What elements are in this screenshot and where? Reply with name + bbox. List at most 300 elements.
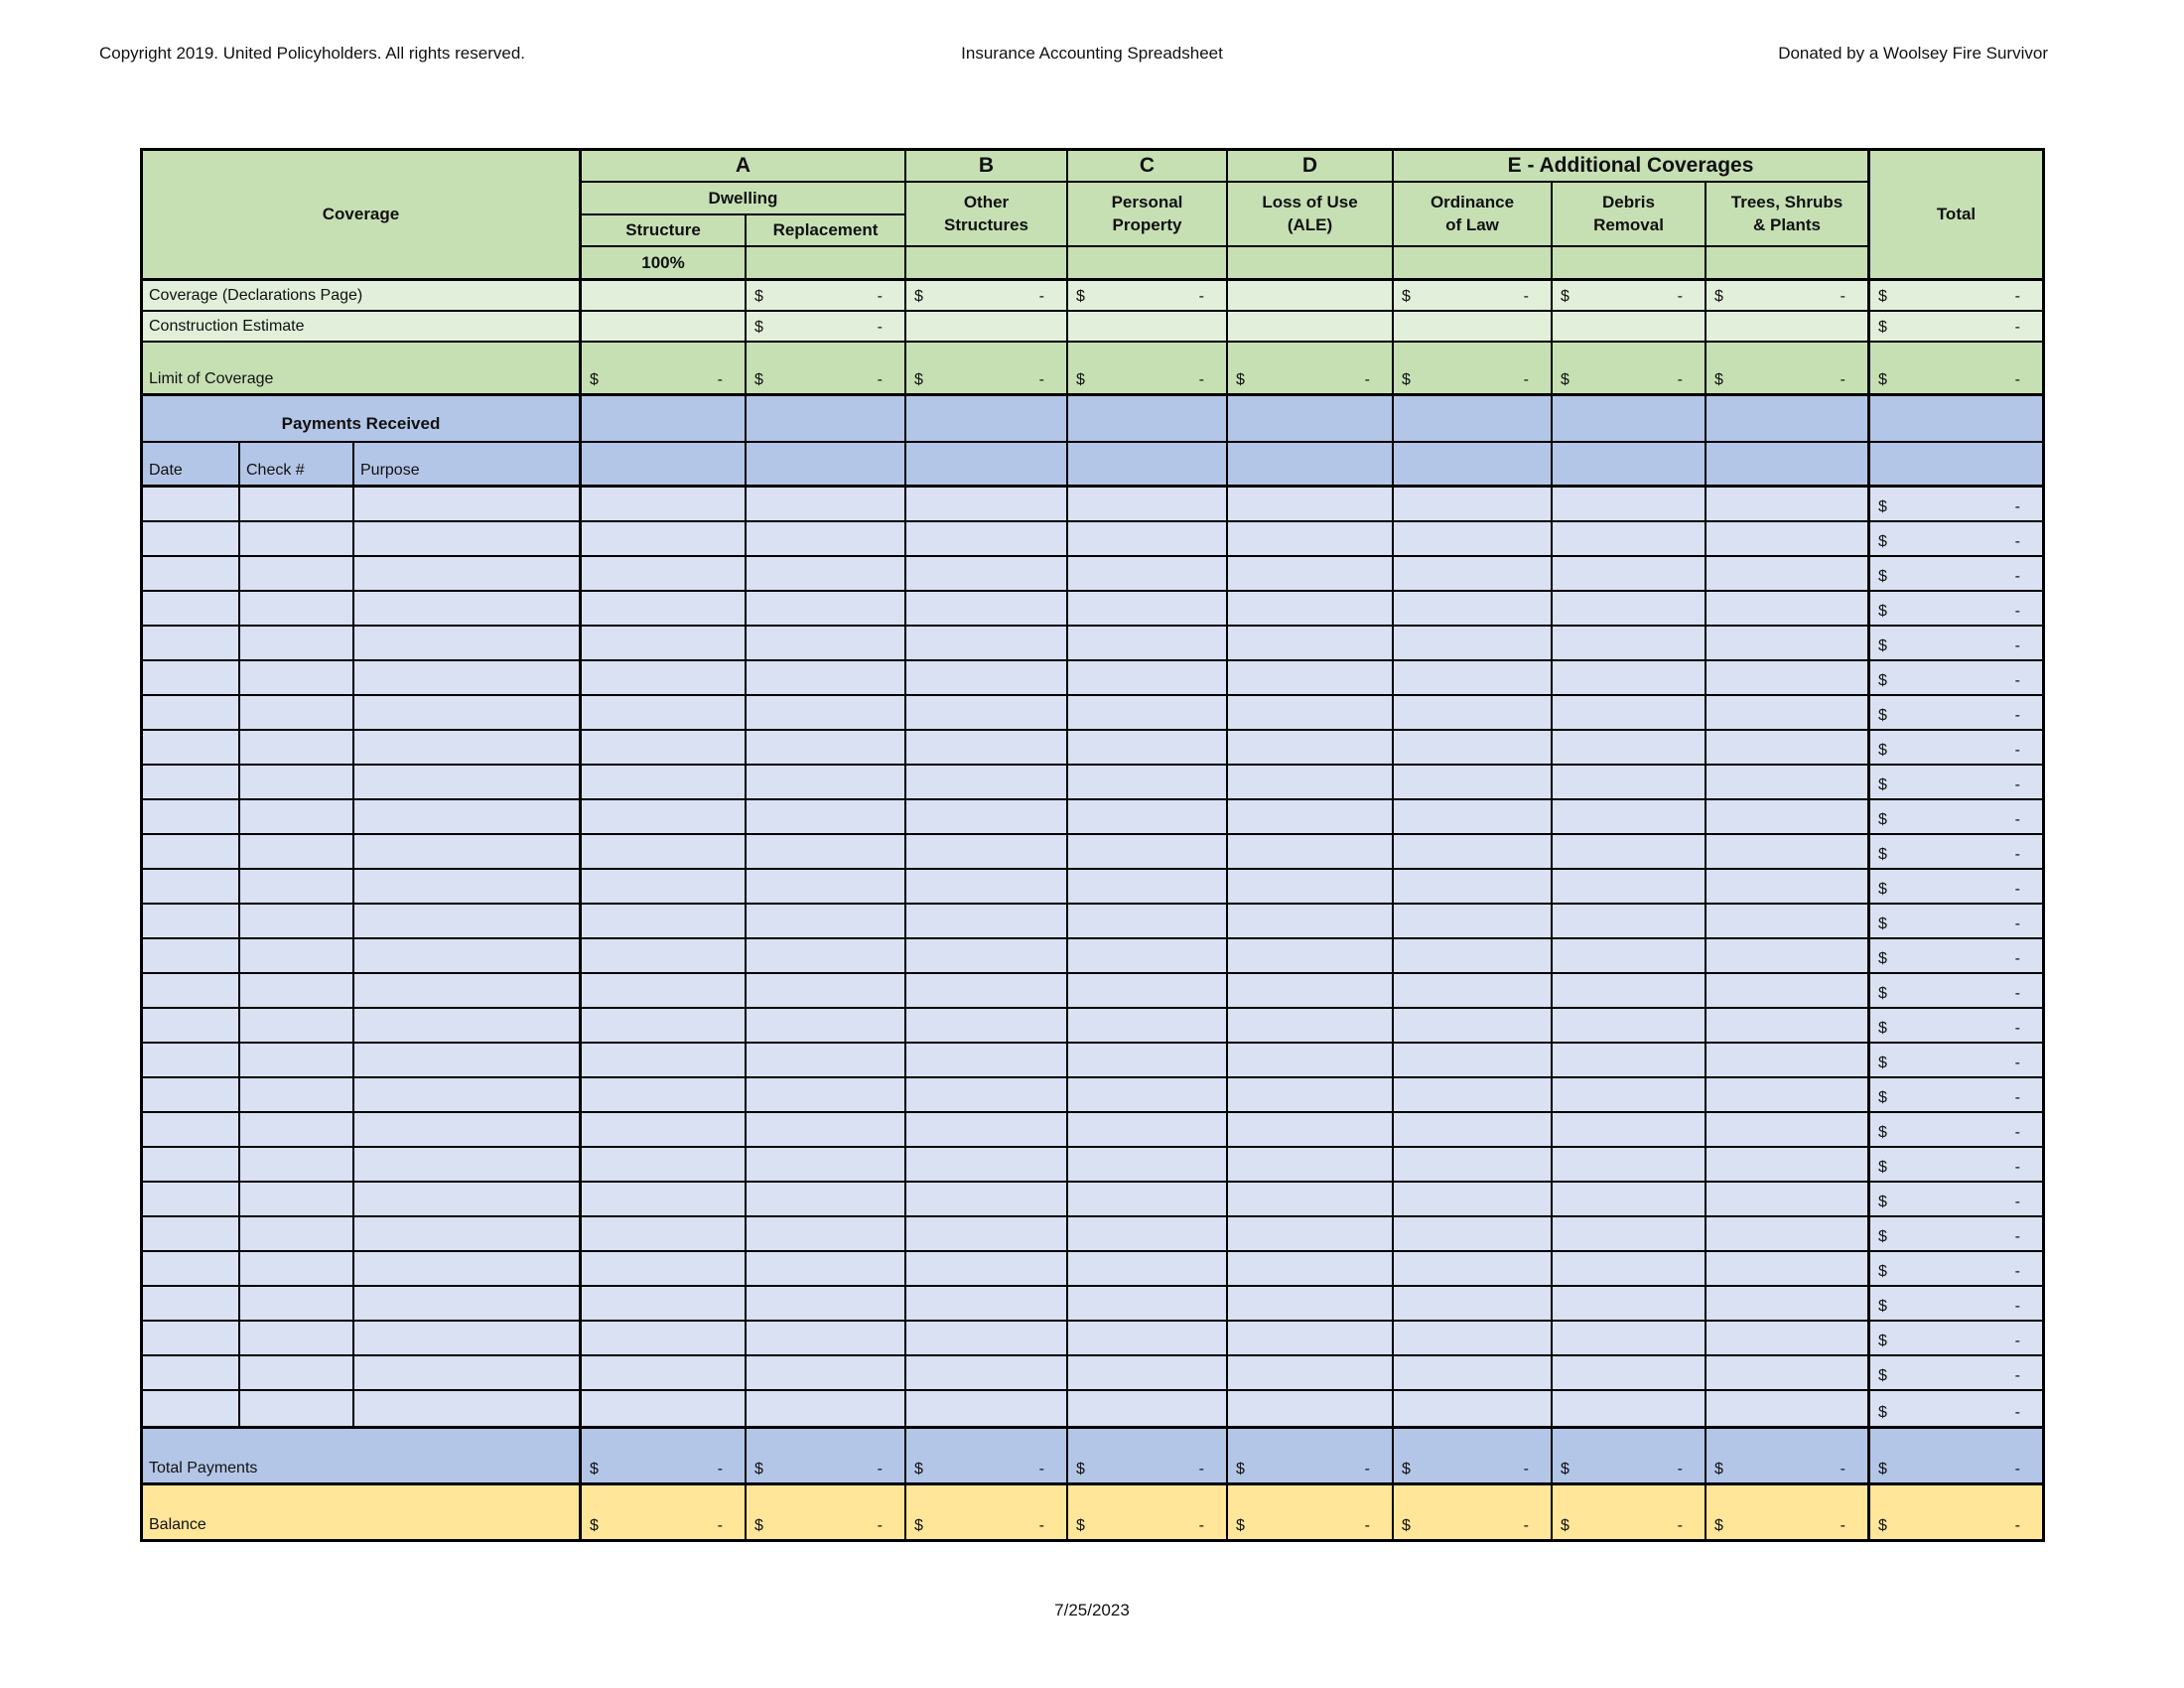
empty-amount-cell[interactable] — [582, 281, 747, 312]
check-number-entry-cell[interactable] — [240, 800, 354, 835]
amount-entry-cell[interactable] — [1228, 835, 1394, 870]
amount-entry-cell[interactable] — [582, 557, 747, 592]
purpose-entry-cell[interactable] — [354, 557, 582, 592]
empty-amount-cell[interactable] — [1394, 312, 1553, 343]
date-entry-cell[interactable] — [143, 731, 240, 766]
amount-entry-cell[interactable] — [1068, 766, 1228, 800]
amount-entry-cell[interactable] — [747, 870, 906, 905]
check-number-entry-cell[interactable] — [240, 1217, 354, 1252]
check-number-entry-cell[interactable] — [240, 522, 354, 557]
amount-cell[interactable] — [1553, 281, 1706, 312]
amount-entry-cell[interactable] — [747, 731, 906, 766]
amount-entry-cell[interactable] — [906, 800, 1068, 835]
amount-entry-cell[interactable] — [1706, 488, 1870, 522]
empty-amount-cell[interactable] — [1553, 312, 1706, 343]
amount-entry-cell[interactable] — [1228, 1009, 1394, 1044]
purpose-entry-cell[interactable] — [354, 488, 582, 522]
amount-entry-cell[interactable] — [1706, 1078, 1870, 1113]
amount-entry-cell[interactable] — [1068, 1183, 1228, 1217]
amount-entry-cell[interactable] — [582, 1183, 747, 1217]
amount-entry-cell[interactable] — [1228, 661, 1394, 696]
amount-entry-cell[interactable] — [906, 1287, 1068, 1322]
amount-cell[interactable] — [1068, 281, 1228, 312]
amount-entry-cell[interactable] — [1553, 1287, 1706, 1322]
amount-entry-cell[interactable] — [747, 835, 906, 870]
amount-entry-cell[interactable] — [1706, 1217, 1870, 1252]
date-entry-cell[interactable] — [143, 522, 240, 557]
empty-amount-cell[interactable] — [1394, 396, 1553, 443]
amount-entry-cell[interactable] — [1068, 488, 1228, 522]
amount-entry-cell[interactable] — [906, 1044, 1068, 1078]
amount-entry-cell[interactable] — [1706, 800, 1870, 835]
amount-entry-cell[interactable] — [747, 1391, 906, 1426]
amount-entry-cell[interactable] — [1553, 1322, 1706, 1356]
date-entry-cell[interactable] — [143, 1287, 240, 1322]
amount-entry-cell[interactable] — [1394, 1252, 1553, 1287]
amount-entry-cell[interactable] — [582, 1356, 747, 1391]
amount-entry-cell[interactable] — [1228, 1252, 1394, 1287]
purpose-entry-cell[interactable] — [354, 1217, 582, 1252]
amount-entry-cell[interactable] — [1228, 939, 1394, 974]
amount-entry-cell[interactable] — [582, 870, 747, 905]
empty-amount-cell[interactable] — [747, 443, 906, 485]
purpose-entry-cell[interactable] — [354, 905, 582, 939]
amount-entry-cell[interactable] — [582, 731, 747, 766]
check-number-entry-cell[interactable] — [240, 1183, 354, 1217]
amount-entry-cell[interactable] — [906, 870, 1068, 905]
amount-entry-cell[interactable] — [1394, 731, 1553, 766]
purpose-entry-cell[interactable] — [354, 1044, 582, 1078]
amount-entry-cell[interactable] — [906, 488, 1068, 522]
check-number-entry-cell[interactable] — [240, 766, 354, 800]
amount-entry-cell[interactable] — [582, 1044, 747, 1078]
amount-entry-cell[interactable] — [906, 974, 1068, 1009]
amount-entry-cell[interactable] — [1228, 1391, 1394, 1426]
amount-entry-cell[interactable] — [747, 1113, 906, 1148]
amount-entry-cell[interactable] — [1553, 488, 1706, 522]
check-number-entry-cell[interactable] — [240, 939, 354, 974]
amount-entry-cell[interactable] — [1706, 905, 1870, 939]
empty-amount-cell[interactable] — [1706, 443, 1870, 485]
amount-entry-cell[interactable] — [1394, 1356, 1553, 1391]
amount-entry-cell[interactable] — [1394, 522, 1553, 557]
amount-entry-cell[interactable] — [1706, 522, 1870, 557]
amount-entry-cell[interactable] — [747, 1078, 906, 1113]
amount-entry-cell[interactable] — [1068, 870, 1228, 905]
empty-amount-cell[interactable] — [1228, 396, 1394, 443]
amount-entry-cell[interactable] — [1394, 1009, 1553, 1044]
amount-entry-cell[interactable] — [1068, 1009, 1228, 1044]
amount-entry-cell[interactable] — [1394, 766, 1553, 800]
amount-entry-cell[interactable] — [906, 1252, 1068, 1287]
check-number-entry-cell[interactable] — [240, 731, 354, 766]
amount-entry-cell[interactable] — [1068, 1356, 1228, 1391]
amount-cell[interactable] — [582, 343, 747, 393]
amount-cell[interactable] — [1068, 343, 1228, 393]
amount-entry-cell[interactable] — [582, 800, 747, 835]
amount-entry-cell[interactable] — [1228, 870, 1394, 905]
date-entry-cell[interactable] — [143, 939, 240, 974]
purpose-entry-cell[interactable] — [354, 766, 582, 800]
date-entry-cell[interactable] — [143, 488, 240, 522]
amount-entry-cell[interactable] — [1394, 1113, 1553, 1148]
amount-entry-cell[interactable] — [1553, 592, 1706, 627]
amount-entry-cell[interactable] — [1068, 1322, 1228, 1356]
check-number-entry-cell[interactable] — [240, 1287, 354, 1322]
amount-entry-cell[interactable] — [1706, 939, 1870, 974]
date-entry-cell[interactable] — [143, 1217, 240, 1252]
purpose-entry-cell[interactable] — [354, 1322, 582, 1356]
amount-entry-cell[interactable] — [1228, 696, 1394, 731]
amount-cell[interactable] — [747, 281, 906, 312]
amount-cell[interactable] — [1870, 343, 2042, 393]
amount-entry-cell[interactable] — [747, 1356, 906, 1391]
empty-amount-cell[interactable] — [1706, 312, 1870, 343]
amount-entry-cell[interactable] — [906, 731, 1068, 766]
purpose-entry-cell[interactable] — [354, 1078, 582, 1113]
amount-entry-cell[interactable] — [747, 939, 906, 974]
amount-entry-cell[interactable] — [1394, 1322, 1553, 1356]
empty-amount-cell[interactable] — [1394, 443, 1553, 485]
empty-amount-cell[interactable] — [1068, 396, 1228, 443]
amount-entry-cell[interactable] — [1394, 1287, 1553, 1322]
amount-entry-cell[interactable] — [582, 1391, 747, 1426]
amount-entry-cell[interactable] — [1706, 1356, 1870, 1391]
amount-entry-cell[interactable] — [747, 766, 906, 800]
amount-entry-cell[interactable] — [1228, 1217, 1394, 1252]
amount-entry-cell[interactable] — [1553, 522, 1706, 557]
amount-entry-cell[interactable] — [1394, 488, 1553, 522]
date-entry-cell[interactable] — [143, 1148, 240, 1183]
date-entry-cell[interactable] — [143, 1078, 240, 1113]
amount-entry-cell[interactable] — [1394, 800, 1553, 835]
amount-entry-cell[interactable] — [582, 1009, 747, 1044]
amount-entry-cell[interactable] — [906, 835, 1068, 870]
purpose-entry-cell[interactable] — [354, 1356, 582, 1391]
date-entry-cell[interactable] — [143, 661, 240, 696]
amount-entry-cell[interactable] — [747, 592, 906, 627]
amount-entry-cell[interactable] — [1228, 1322, 1394, 1356]
amount-entry-cell[interactable] — [582, 661, 747, 696]
date-entry-cell[interactable] — [143, 766, 240, 800]
empty-amount-cell[interactable] — [1706, 396, 1870, 443]
amount-entry-cell[interactable] — [906, 1148, 1068, 1183]
amount-entry-cell[interactable] — [906, 592, 1068, 627]
amount-entry-cell[interactable] — [906, 1217, 1068, 1252]
amount-entry-cell[interactable] — [1553, 731, 1706, 766]
check-number-entry-cell[interactable] — [240, 696, 354, 731]
purpose-entry-cell[interactable] — [354, 1183, 582, 1217]
amount-entry-cell[interactable] — [747, 1148, 906, 1183]
check-number-entry-cell[interactable] — [240, 1148, 354, 1183]
amount-entry-cell[interactable] — [747, 800, 906, 835]
amount-entry-cell[interactable] — [747, 488, 906, 522]
empty-amount-cell[interactable] — [1228, 443, 1394, 485]
amount-entry-cell[interactable] — [747, 1287, 906, 1322]
amount-entry-cell[interactable] — [1706, 1044, 1870, 1078]
amount-cell[interactable] — [1706, 343, 1870, 393]
amount-entry-cell[interactable] — [1394, 905, 1553, 939]
check-number-entry-cell[interactable] — [240, 835, 354, 870]
amount-entry-cell[interactable] — [1553, 1356, 1706, 1391]
date-entry-cell[interactable] — [143, 905, 240, 939]
check-number-entry-cell[interactable] — [240, 1113, 354, 1148]
amount-entry-cell[interactable] — [582, 1148, 747, 1183]
amount-entry-cell[interactable] — [582, 835, 747, 870]
amount-entry-cell[interactable] — [1553, 835, 1706, 870]
amount-entry-cell[interactable] — [1706, 731, 1870, 766]
amount-entry-cell[interactable] — [582, 766, 747, 800]
amount-entry-cell[interactable] — [1068, 835, 1228, 870]
check-number-entry-cell[interactable] — [240, 592, 354, 627]
amount-entry-cell[interactable] — [1068, 974, 1228, 1009]
amount-entry-cell[interactable] — [1394, 557, 1553, 592]
amount-entry-cell[interactable] — [1553, 939, 1706, 974]
amount-entry-cell[interactable] — [1228, 905, 1394, 939]
amount-entry-cell[interactable] — [1706, 557, 1870, 592]
amount-entry-cell[interactable] — [1068, 905, 1228, 939]
check-number-entry-cell[interactable] — [240, 905, 354, 939]
amount-entry-cell[interactable] — [1706, 661, 1870, 696]
check-number-entry-cell[interactable] — [240, 557, 354, 592]
date-entry-cell[interactable] — [143, 557, 240, 592]
amount-entry-cell[interactable] — [1706, 835, 1870, 870]
empty-amount-cell[interactable] — [1870, 443, 2042, 485]
amount-cell[interactable] — [1870, 281, 2042, 312]
empty-amount-cell[interactable] — [582, 312, 747, 343]
purpose-entry-cell[interactable] — [354, 800, 582, 835]
amount-entry-cell[interactable] — [1553, 974, 1706, 1009]
amount-entry-cell[interactable] — [1553, 800, 1706, 835]
amount-entry-cell[interactable] — [1228, 731, 1394, 766]
check-number-entry-cell[interactable] — [240, 1009, 354, 1044]
amount-cell[interactable] — [1228, 343, 1394, 393]
amount-entry-cell[interactable] — [1394, 1044, 1553, 1078]
amount-entry-cell[interactable] — [1228, 592, 1394, 627]
date-entry-cell[interactable] — [143, 1322, 240, 1356]
amount-entry-cell[interactable] — [747, 974, 906, 1009]
purpose-entry-cell[interactable] — [354, 1252, 582, 1287]
amount-entry-cell[interactable] — [747, 661, 906, 696]
amount-entry-cell[interactable] — [1553, 1252, 1706, 1287]
amount-entry-cell[interactable] — [1068, 627, 1228, 661]
amount-entry-cell[interactable] — [1553, 905, 1706, 939]
amount-entry-cell[interactable] — [747, 522, 906, 557]
amount-entry-cell[interactable] — [1553, 870, 1706, 905]
amount-entry-cell[interactable] — [1706, 696, 1870, 731]
amount-entry-cell[interactable] — [747, 557, 906, 592]
amount-entry-cell[interactable] — [1228, 488, 1394, 522]
check-number-entry-cell[interactable] — [240, 1078, 354, 1113]
amount-entry-cell[interactable] — [1553, 1183, 1706, 1217]
check-number-entry-cell[interactable] — [240, 974, 354, 1009]
purpose-entry-cell[interactable] — [354, 627, 582, 661]
amount-entry-cell[interactable] — [1394, 939, 1553, 974]
amount-entry-cell[interactable] — [906, 696, 1068, 731]
amount-entry-cell[interactable] — [1553, 1113, 1706, 1148]
amount-entry-cell[interactable] — [747, 1009, 906, 1044]
purpose-entry-cell[interactable] — [354, 592, 582, 627]
amount-entry-cell[interactable] — [1068, 1148, 1228, 1183]
empty-amount-cell[interactable] — [906, 396, 1068, 443]
amount-entry-cell[interactable] — [1394, 1217, 1553, 1252]
amount-cell[interactable] — [747, 312, 906, 343]
amount-entry-cell[interactable] — [1553, 1217, 1706, 1252]
amount-entry-cell[interactable] — [582, 1217, 747, 1252]
check-number-entry-cell[interactable] — [240, 870, 354, 905]
amount-entry-cell[interactable] — [582, 696, 747, 731]
purpose-entry-cell[interactable] — [354, 1391, 582, 1426]
amount-entry-cell[interactable] — [1228, 974, 1394, 1009]
check-number-entry-cell[interactable] — [240, 661, 354, 696]
amount-entry-cell[interactable] — [1553, 766, 1706, 800]
amount-entry-cell[interactable] — [1706, 1252, 1870, 1287]
amount-entry-cell[interactable] — [582, 939, 747, 974]
purpose-entry-cell[interactable] — [354, 1287, 582, 1322]
amount-entry-cell[interactable] — [1228, 557, 1394, 592]
date-entry-cell[interactable] — [143, 592, 240, 627]
amount-entry-cell[interactable] — [906, 1078, 1068, 1113]
amount-entry-cell[interactable] — [906, 1009, 1068, 1044]
amount-entry-cell[interactable] — [1228, 1148, 1394, 1183]
amount-entry-cell[interactable] — [1553, 1078, 1706, 1113]
amount-entry-cell[interactable] — [582, 974, 747, 1009]
amount-entry-cell[interactable] — [1068, 1287, 1228, 1322]
amount-entry-cell[interactable] — [1068, 592, 1228, 627]
date-entry-cell[interactable] — [143, 1252, 240, 1287]
purpose-entry-cell[interactable] — [354, 522, 582, 557]
amount-entry-cell[interactable] — [1706, 592, 1870, 627]
amount-cell[interactable] — [1706, 281, 1870, 312]
amount-entry-cell[interactable] — [906, 522, 1068, 557]
amount-entry-cell[interactable] — [1228, 766, 1394, 800]
amount-entry-cell[interactable] — [1068, 1113, 1228, 1148]
amount-entry-cell[interactable] — [747, 627, 906, 661]
amount-entry-cell[interactable] — [1706, 1322, 1870, 1356]
amount-entry-cell[interactable] — [906, 905, 1068, 939]
empty-amount-cell[interactable] — [582, 396, 747, 443]
amount-cell[interactable] — [1394, 281, 1553, 312]
amount-entry-cell[interactable] — [1228, 627, 1394, 661]
amount-entry-cell[interactable] — [1706, 1287, 1870, 1322]
amount-entry-cell[interactable] — [582, 592, 747, 627]
amount-entry-cell[interactable] — [1394, 1391, 1553, 1426]
amount-entry-cell[interactable] — [1068, 1217, 1228, 1252]
amount-entry-cell[interactable] — [1228, 1044, 1394, 1078]
amount-entry-cell[interactable] — [1706, 766, 1870, 800]
amount-entry-cell[interactable] — [1706, 627, 1870, 661]
purpose-entry-cell[interactable] — [354, 974, 582, 1009]
empty-amount-cell[interactable] — [582, 443, 747, 485]
amount-entry-cell[interactable] — [582, 905, 747, 939]
empty-amount-cell[interactable] — [1228, 281, 1394, 312]
empty-amount-cell[interactable] — [1068, 312, 1228, 343]
purpose-entry-cell[interactable] — [354, 696, 582, 731]
amount-entry-cell[interactable] — [1068, 522, 1228, 557]
amount-entry-cell[interactable] — [1706, 974, 1870, 1009]
date-entry-cell[interactable] — [143, 1009, 240, 1044]
amount-entry-cell[interactable] — [747, 1217, 906, 1252]
date-entry-cell[interactable] — [143, 627, 240, 661]
purpose-entry-cell[interactable] — [354, 870, 582, 905]
purpose-entry-cell[interactable] — [354, 939, 582, 974]
date-entry-cell[interactable] — [143, 1113, 240, 1148]
date-entry-cell[interactable] — [143, 1391, 240, 1426]
amount-entry-cell[interactable] — [1706, 870, 1870, 905]
check-number-entry-cell[interactable] — [240, 627, 354, 661]
empty-amount-cell[interactable] — [1228, 312, 1394, 343]
amount-entry-cell[interactable] — [1394, 661, 1553, 696]
amount-entry-cell[interactable] — [582, 1287, 747, 1322]
amount-entry-cell[interactable] — [906, 1356, 1068, 1391]
amount-entry-cell[interactable] — [906, 1322, 1068, 1356]
amount-entry-cell[interactable] — [1706, 1009, 1870, 1044]
amount-entry-cell[interactable] — [582, 522, 747, 557]
amount-entry-cell[interactable] — [582, 627, 747, 661]
amount-entry-cell[interactable] — [906, 627, 1068, 661]
date-entry-cell[interactable] — [143, 696, 240, 731]
amount-entry-cell[interactable] — [1394, 835, 1553, 870]
amount-entry-cell[interactable] — [1228, 1183, 1394, 1217]
amount-entry-cell[interactable] — [747, 696, 906, 731]
amount-entry-cell[interactable] — [1394, 870, 1553, 905]
amount-cell[interactable] — [1870, 312, 2042, 343]
date-entry-cell[interactable] — [143, 870, 240, 905]
amount-entry-cell[interactable] — [906, 939, 1068, 974]
amount-entry-cell[interactable] — [1068, 696, 1228, 731]
amount-entry-cell[interactable] — [1068, 800, 1228, 835]
amount-entry-cell[interactable] — [1394, 974, 1553, 1009]
amount-entry-cell[interactable] — [1553, 1009, 1706, 1044]
amount-entry-cell[interactable] — [1394, 1183, 1553, 1217]
amount-cell[interactable] — [906, 281, 1068, 312]
amount-entry-cell[interactable] — [906, 661, 1068, 696]
amount-entry-cell[interactable] — [906, 557, 1068, 592]
purpose-entry-cell[interactable] — [354, 731, 582, 766]
amount-entry-cell[interactable] — [1553, 1044, 1706, 1078]
amount-entry-cell[interactable] — [1706, 1113, 1870, 1148]
purpose-entry-cell[interactable] — [354, 835, 582, 870]
date-entry-cell[interactable] — [143, 800, 240, 835]
amount-entry-cell[interactable] — [747, 905, 906, 939]
purpose-entry-cell[interactable] — [354, 661, 582, 696]
amount-entry-cell[interactable] — [1228, 1078, 1394, 1113]
amount-entry-cell[interactable] — [747, 1044, 906, 1078]
amount-entry-cell[interactable] — [582, 1113, 747, 1148]
check-number-entry-cell[interactable] — [240, 488, 354, 522]
purpose-entry-cell[interactable] — [354, 1009, 582, 1044]
amount-entry-cell[interactable] — [1553, 696, 1706, 731]
amount-entry-cell[interactable] — [1394, 592, 1553, 627]
amount-entry-cell[interactable] — [582, 1252, 747, 1287]
amount-entry-cell[interactable] — [1553, 1391, 1706, 1426]
amount-cell[interactable] — [906, 343, 1068, 393]
date-entry-cell[interactable] — [143, 974, 240, 1009]
empty-amount-cell[interactable] — [906, 312, 1068, 343]
empty-amount-cell[interactable] — [1068, 443, 1228, 485]
amount-cell[interactable] — [1394, 343, 1553, 393]
empty-amount-cell[interactable] — [1553, 443, 1706, 485]
amount-entry-cell[interactable] — [1706, 1391, 1870, 1426]
amount-entry-cell[interactable] — [1706, 1148, 1870, 1183]
purpose-entry-cell[interactable] — [354, 1113, 582, 1148]
amount-entry-cell[interactable] — [1068, 1044, 1228, 1078]
amount-entry-cell[interactable] — [582, 488, 747, 522]
empty-amount-cell[interactable] — [906, 443, 1068, 485]
amount-entry-cell[interactable] — [1068, 1078, 1228, 1113]
check-number-entry-cell[interactable] — [240, 1356, 354, 1391]
amount-cell[interactable] — [1553, 343, 1706, 393]
